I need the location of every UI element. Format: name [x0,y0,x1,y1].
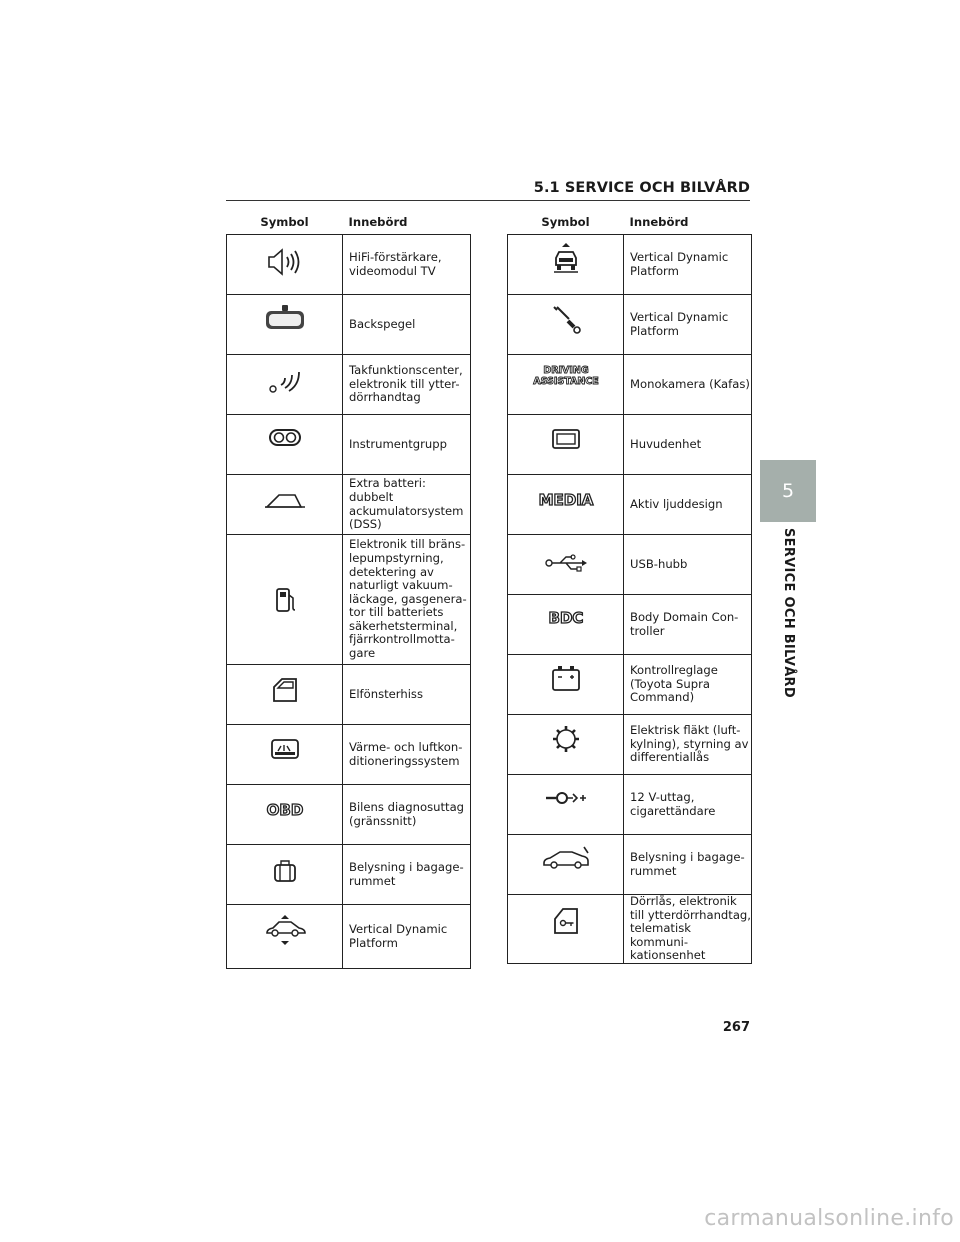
power-socket-icon [543,785,589,811]
meaning-text: USB-hubb [630,556,688,571]
speaker-wave-icon [263,245,307,279]
table-row [508,655,752,715]
instrument-cluster-icon [265,427,305,451]
table-row [227,725,471,785]
table-row [227,665,471,725]
meaning-text: Vertical Dynamic Platform [630,309,729,338]
driving-assistance-icon [530,359,602,393]
meaning-text: Elfönsterhiss [349,686,424,701]
car-door-window-icon [268,675,302,705]
svg-text:OBD: OBD [266,801,303,819]
column-header-meaning: Innebörd [343,212,471,235]
meaning-text: Takfunktionscenter, elektronik till ytter-dörrhandtag [349,363,463,405]
chapter-side-label [776,528,800,698]
door-lock-icon [549,905,583,937]
spring-shock-icon [548,301,584,337]
section-title: 5.1 SERVICE OCH BILVÅRD [533,180,750,196]
table-row [227,415,471,475]
media-icon-text: MEDIA [538,491,593,509]
meaning-text: Body Domain Con-troller [630,609,739,638]
car-trunk-icon [540,843,592,873]
fuel-pump-icon [270,583,300,617]
chapter-tab: 5 [760,460,816,522]
meaning-text: Dörrlås, elektronik till ytterdörrhandtag, telematisk kommuni-kationsenhet [630,894,751,963]
table-row [227,905,471,969]
meaning-text: Belysning i bagage-rummet [630,849,745,878]
gear-fan-icon [549,723,583,755]
meaning-text: Vertical Dynamic Platform [630,249,729,278]
table-row [508,595,752,655]
page-number: 267 [722,1020,750,1035]
meaning-text: Elektronik till bräns-lepumpstyrning, detektering av naturligt vakuum-läckage, gasgenera-tor till batteriets säkerhetsterminal, fjärrkontrollmotta-gare [349,537,467,661]
symbol-table-left [226,212,471,969]
suitcase-icon [270,857,300,885]
rearview-mirror-icon [260,303,310,335]
table-row [227,235,471,295]
meaning-text: Värme- och luftkon-ditioneringssystem [349,739,463,768]
table-row [227,295,471,355]
table-row [508,715,752,775]
meaning-text: 12 V-uttag, cigarettändare [630,789,716,818]
usb-icon [542,551,590,575]
column-header-symbol: Symbol [508,212,624,235]
symbol-table-right [507,212,752,964]
meaning-text: HiFi-förstärkare, videomodul TV [349,249,442,278]
meaning-text: Monokamera (Kafas) [630,376,750,391]
table-row [508,235,752,295]
table-row [227,475,471,535]
climate-control-icon [268,737,302,763]
table-row [508,475,752,535]
meaning-text: Aktiv ljuddesign [630,496,723,511]
table-row [508,895,752,964]
watermark: carmanualsonline.info [704,1206,954,1231]
chapter-side-label-text: SERVICE OCH BILVÅRD [781,528,796,698]
meaning-text: Extra batteri: dubbelt ackumulatorsystem (DSS) [349,476,464,532]
meaning-text: Belysning i bagage-rummet [349,859,464,888]
roof-signal-icon [265,363,305,397]
column-header-meaning: Innebörd [624,212,752,235]
media-icon [536,487,596,513]
meaning-text: Vertical Dynamic Platform [349,921,448,950]
table-row [508,775,752,835]
car-suspension-icon [263,913,307,947]
meaning-text: Bilens diagnosuttag (gränssnitt) [349,799,465,828]
table-row [227,785,471,845]
driving-assistance-icon-line1: DRIVING [542,365,589,376]
obd-icon [263,797,307,823]
driving-assistance-icon-line2: ASSISTANCE [532,376,599,387]
bdc-icon [544,605,588,631]
table-row [227,845,471,905]
table-row [508,535,752,595]
meaning-text: Instrumentgrupp [349,436,447,451]
table-row [508,415,752,475]
meaning-text: Kontrollreglage (Toyota Supra Command) [630,663,718,705]
car-front-lift-icon [551,241,581,277]
table-row [227,535,471,665]
meaning-text: Huvudenhet [630,436,702,451]
table-row [508,355,752,415]
bdc-icon-text: BDC [548,609,583,627]
column-header-symbol: Symbol [227,212,343,235]
table-row [508,295,752,355]
battery-icon [549,663,583,695]
meaning-text: Backspegel [349,316,416,331]
head-unit-icon [549,427,583,453]
meaning-text: Elektrisk fläkt (luft-kylning), styrning av differentiallås [630,723,749,765]
header-rule [226,200,750,201]
table-row [508,835,752,895]
car-roof-icon [263,487,307,513]
table-row [227,355,471,415]
